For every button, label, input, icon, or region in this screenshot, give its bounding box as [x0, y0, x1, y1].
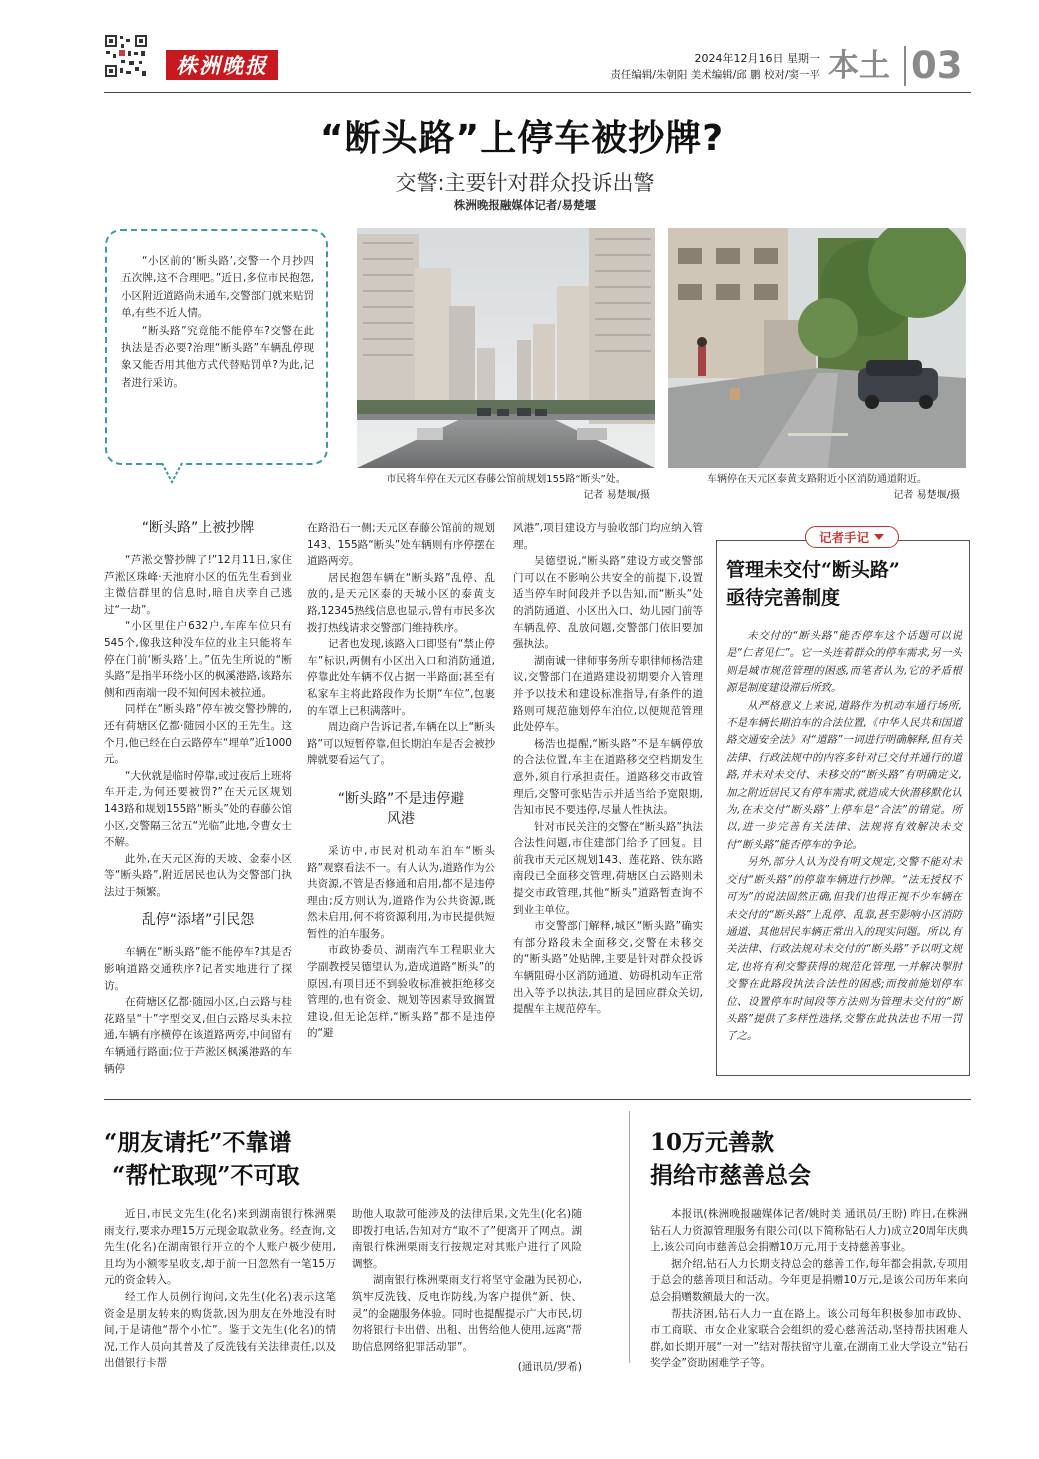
lead-column-3: [513, 520, 703, 1018]
page-number: 03: [911, 44, 963, 87]
lead-headline: “断头路”上停车被抄牌?: [319, 118, 725, 159]
body-paragraph: 在荷塘区亿都·随园小区,白云路与桂花路呈“十”字型交叉,但白云路尽头未拉通,车辆有序横停在该道路两旁,中间留有车辆通行路面;位于芦淞区枫溪港路的车辆停: [104, 996, 292, 1075]
chevron-down-icon: [873, 533, 885, 541]
intro-text: [121, 253, 314, 392]
commentary-tag: [805, 526, 899, 548]
intro-paragraph: “小区前的‘断头路’,交警一个月抄四五次牌,这不合理吧。”近日,多位市民抱怨,小区附近道路尚未通车,交警部门就来贴罚单,有些不近人情。: [121, 255, 314, 320]
body-paragraph: 同样在“断头路”停车被交警抄牌的,还有荷塘区亿都·随园小区的王先生。这个月,他已经在白云路停车“埋单”近1000元。: [104, 703, 292, 766]
story2-credit: (通讯员/罗希): [517, 1361, 582, 1374]
commentary-title-line2: 亟待完善制度: [726, 587, 841, 609]
body-paragraph: 经工作人员例行询问,文先生(化名)表示这笔资金是朋友转来的购货款,因为朋友在外地没有时间,于是请他“帮个小忙”。鉴于文先生(化名)的情况,工作人员向其普及了反洗钱有关法律责任,以及出借银行卡帮: [104, 1290, 336, 1370]
body-paragraph: 近日,市民文先生(化名)来到湖南银行株洲栗雨支行,要求办理15万元现金取款业务。经查询,文先生(化名)在湖南银行开立的个人账户极少使用,且均为小额零星收支,却于前一日忽然有一笔15万元的资金转入。: [104, 1208, 336, 1287]
body-paragraph: 据介绍,钻石人力长期支持总会的慈善工作,每年都会捐款,专项用于总会的慈善项目和活动。今年更是捐赠10万元,是该公司历年来向总会捐赠数额最大的一次。: [650, 1257, 968, 1303]
body-paragraph: “芦淞交警抄牌了!”12月11日,家住芦淞区珠峰·天池府小区的伍先生看到业主微信群里的信息时,暗自庆幸自己逃过“一劫”。: [104, 554, 292, 616]
story3-headline-line2: 捐给市慈善总会: [650, 1162, 811, 1189]
body-paragraph: 居民抱怨车辆在“断头路”乱停、乱放的,是天元区泰的天城小区的泰黄支路,12345热线信息也显示,曾有市民多次拨打热线请求交警部门维持秩序。: [307, 571, 495, 634]
header-rule: [104, 92, 971, 93]
story3-column: [650, 1206, 968, 1372]
date-line: 2024年12月16日 星期一: [694, 52, 820, 65]
photo1-credit: 记者 易楚堰/摄: [583, 490, 650, 501]
story2-headline: [104, 1126, 354, 1192]
story2-headline-line2: “帮忙取现”不可取: [112, 1162, 300, 1189]
lead-column-1: [104, 512, 292, 1077]
section-divider: [104, 1099, 971, 1100]
section-label: 本土: [828, 48, 890, 84]
speech-tail-icon: [160, 462, 186, 484]
qr-code: [104, 34, 148, 78]
photo2-caption: 车辆停在天元区泰黄支路附近小区消防通道附近。: [707, 474, 927, 485]
body-paragraph: 车辆在“断头路”能不能停车?其是否影响道路交通秩序?记者实地进行了探访。: [104, 946, 292, 992]
commentary-tag-label: 记者手记: [818, 530, 869, 545]
masthead-title: 株洲晚报: [176, 53, 268, 78]
editor-credits: 责任编辑/朱朝阳 美术编辑/邱 鹏 校对/窦一平: [610, 69, 820, 81]
section-title-2: 乱停“添堵”引民怨: [141, 912, 255, 929]
photo1-caption: 市民将车停在天元区春藤公馆前规划155路“断头”处。: [386, 474, 626, 485]
story3-headline-line1: 10万元善款: [650, 1129, 775, 1156]
commentary-body: [726, 628, 962, 1046]
commentary-paragraph: 另外,部分人认为没有明文规定,交警不能对未交付“断头路”的停靠车辆进行抄牌。“法无授权不可为”的说法固然正确,但我们也得正视不少车辆在未交付的“断头路”上乱停、乱靠,甚至影响小区消防通道、其他居民车辆正常出入的现实问题。所以,有关法律、行政法规对未交付的“断头路”予以明文规定,也将有利交警获得的规范化管理,一并解决掣肘交警在此路段执法合法性的困惑;而按前施划停车位、设置停车时间段等方法则为管理未交付的“断头路”提供了多样性选择,交警在此执法也不用一罚了之。: [726, 856, 962, 1043]
body-paragraph: 杨浩也提醒,“断头路”不是车辆停放的合法位置,车主在道路移交空档期发生意外,须自行承担责任。道路移交市政管理后,交警可张贴告示并适当给予宽限期,告知市民不要违停,尽量人性执法。: [513, 737, 703, 817]
photo-street-towers: [357, 228, 655, 468]
body-paragraph: “小区里住户632户,车库车位只有545个,像我这种没车位的业主只能将车停在门前‘断头路’上。”伍先生所说的“断头路”是指半环绕小区的枫溪港路,该路东侧和西南端一段不知何因未被拉通。: [104, 620, 292, 699]
body-paragraph: 助他人取款可能涉及的法律后果,文先生(化名)随即拨打电话,告知对方“取不了”便离开了网点。湖南银行株洲栗雨支行按规定对其账户进行了风险调整。: [352, 1208, 582, 1270]
commentary-title-line1: 管理未交付“断头路”: [726, 559, 900, 581]
lead-subheadline: 交警:主要针对群众投诉出警: [395, 171, 655, 195]
photo2-credit: 记者 易楚堰/摄: [893, 490, 960, 501]
commentary-paragraph: 未交付的“断头路”能否停车这个话题可以说是“仁者见仁”。它一头连着群众的停车需求,另一头则是城市规范管理的困惑,而笔者认为,它的矛盾根源是制度建设滞后所致。: [726, 630, 962, 695]
story2-column-1: [104, 1206, 336, 1372]
lead-byline: 株洲晚报融媒体记者/易楚堰: [453, 198, 597, 212]
body-paragraph: 吴德望说,“断头路”建设方或交警部门可以在不影响公共安全的前提下,设置适当停车时间段并予以告知,而“断头”处的消防通道、小区出入口、幼儿园门前等车辆乱停、乱放问题,交警部门依旧要加强执法。: [513, 555, 703, 651]
body-paragraph: 在路沿石一侧;天元区春藤公馆前的规划143、155路“断头”处车辆则有序停摆在道路两旁。: [307, 522, 495, 568]
story2-headline-line1: “朋友请托”不靠谱: [104, 1129, 292, 1156]
body-paragraph: 湖南银行株洲栗雨支行将坚守金融为民初心,筑牢反洗钱、反电诈防线,为客户提供“新、快、灵”的金融服务体验。同时也提醒提示广大市民,切勿将银行卡出借、出租、出售给他人使用,远离“帮助信息网络犯罪活动罪”。: [352, 1274, 582, 1353]
story-divider: [629, 1111, 630, 1363]
section-title-1: “断头路”上被抄牌: [141, 520, 255, 536]
intro-box: [105, 229, 328, 465]
body-paragraph: 周边商户告诉记者,车辆在以上“断头路”可以短暂停靠,但长期泊车是否会被抄牌就要看运气了。: [307, 721, 495, 767]
intro-paragraph: “断头路”究竟能不能停车?交警在此执法是否必要?治理“断头路”车辆乱停现象又能否用其他方式代替贴罚单?为此,记者进行采访。: [121, 324, 314, 389]
header-divider: [904, 46, 906, 86]
street-photo-image: [357, 228, 655, 468]
body-paragraph: 采访中,市民对机动车泊车“断头路”观察看法不一。有人认为,道路作为公共资源,不管是否修通和启用,都不是违停理由;反方则认为,道路作为公共资源,既然未启用,何不将资源利用,为市民提供短暂性的泊车服务。: [307, 844, 495, 940]
body-paragraph: 记者也发现,该路入口即竖有“禁止停车”标识,两侧有小区出入口和消防通道,停靠此处车辆不仅占据一半路面;甚至有私家车主将此路段作为长期“车位”,包裹的车罩上已积满落叶。: [307, 638, 495, 717]
lead-column-2: [307, 520, 495, 1042]
commentary-title: [726, 556, 962, 612]
body-paragraph: 帮扶济困,钻石人力一直在路上。该公司每年积极参加市政协、市工商联、市女企业家联合会组织的爱心慈善活动,坚持帮扶困难人群,如长期开展“一对一”结对帮扶留守儿童,在湖南工业大学设立“钻石奖学金”资助困难学子等。: [650, 1307, 968, 1370]
story3-headline: [650, 1126, 890, 1192]
qr-code-icon: [104, 34, 148, 78]
body-paragraph: 此外,在天元区海的天坡、金泰小区等“断头路”,附近居民也认为交警部门执法过于频繁。: [104, 852, 292, 898]
story2-column-2: [352, 1206, 582, 1376]
body-paragraph: 市政协委员、湖南汽车工程职业大学副教授吴德望认为,造成道路“断头”的原因,有项目还不到验收标准被拒绝移交管理的,也有资金、规划等因素导致搁置建设,但无论怎样,“断头路”都不是违停的“避: [307, 944, 495, 1040]
commentary-paragraph: 从严格意义上来说,道路作为机动车通行场所,不是车辆长期泊车的合法位置,《中华人民共和国道路交通安全法》对“道路”一词进行明确解释,但有关法律、行政法规中的内容多针对已交付并通行的道路,并未对未交付、未移交的“断头路”有明确定义,加之附近居民又有停车需求,就造成大伙潜移默化认为,在未交付“断头路”上停车是“合法”的错觉。所以,进一步完善有关法律、法规将有效解决未交付“断头路”能否停车的争论。: [726, 699, 962, 851]
body-paragraph: 风港”,项目建设方与验收部门均应纳入管理。: [513, 522, 703, 551]
body-paragraph: 本报讯(株洲晚报融媒体记者/姚时美 通讯员/王盼) 昨日,在株洲钻石人力资源管理服务有限公司(以下简称钻石人力)成立20周年庆典上,该公司向市慈善总会捐赠10万元,用于支持慈善事业。: [650, 1208, 968, 1254]
section-title-3: “断头路”不是违停避风港: [337, 790, 465, 827]
body-paragraph: 针对市民关注的交警在“断头路”执法合法性问题,市住建部门给予了回复。目前我市天元区规划143、莲花路、铁东路南段已全面移交管理,荷塘区白云路则未提交市政管理,其他“断头”道路暂查询不到业主单位。: [513, 820, 703, 916]
masthead-logo: [166, 50, 278, 80]
photo-residential-lane: [668, 228, 966, 468]
body-paragraph: “大伙就是临时停靠,或过夜后上班将车开走,为何还要被罚?”在天元区规划143路和规划155路“断头”处的春藤公馆小区,交警隔三岔五“光临”此地,令曹女士不解。: [104, 769, 292, 849]
body-paragraph: 湖南诚一律师事务所专职律师杨浩建议,交警部门在道路建设初期要介入管理并予以技术和建设标准指导,有条件的道路则可规范施划停车泊位,以便规范管理此处停车。: [513, 654, 703, 734]
body-paragraph: 市交警部门解释,城区“断头路”确实有部分路段未全面移交,交警在未移交的“断头路”处贴牌,主要是针对群众投诉车辆阻碍小区消防通道、妨碍机动车正常出入等予以执法,其目的是回应群众关切,提醒车主规范停车。: [513, 920, 703, 1016]
lane-photo-image: [668, 228, 966, 468]
